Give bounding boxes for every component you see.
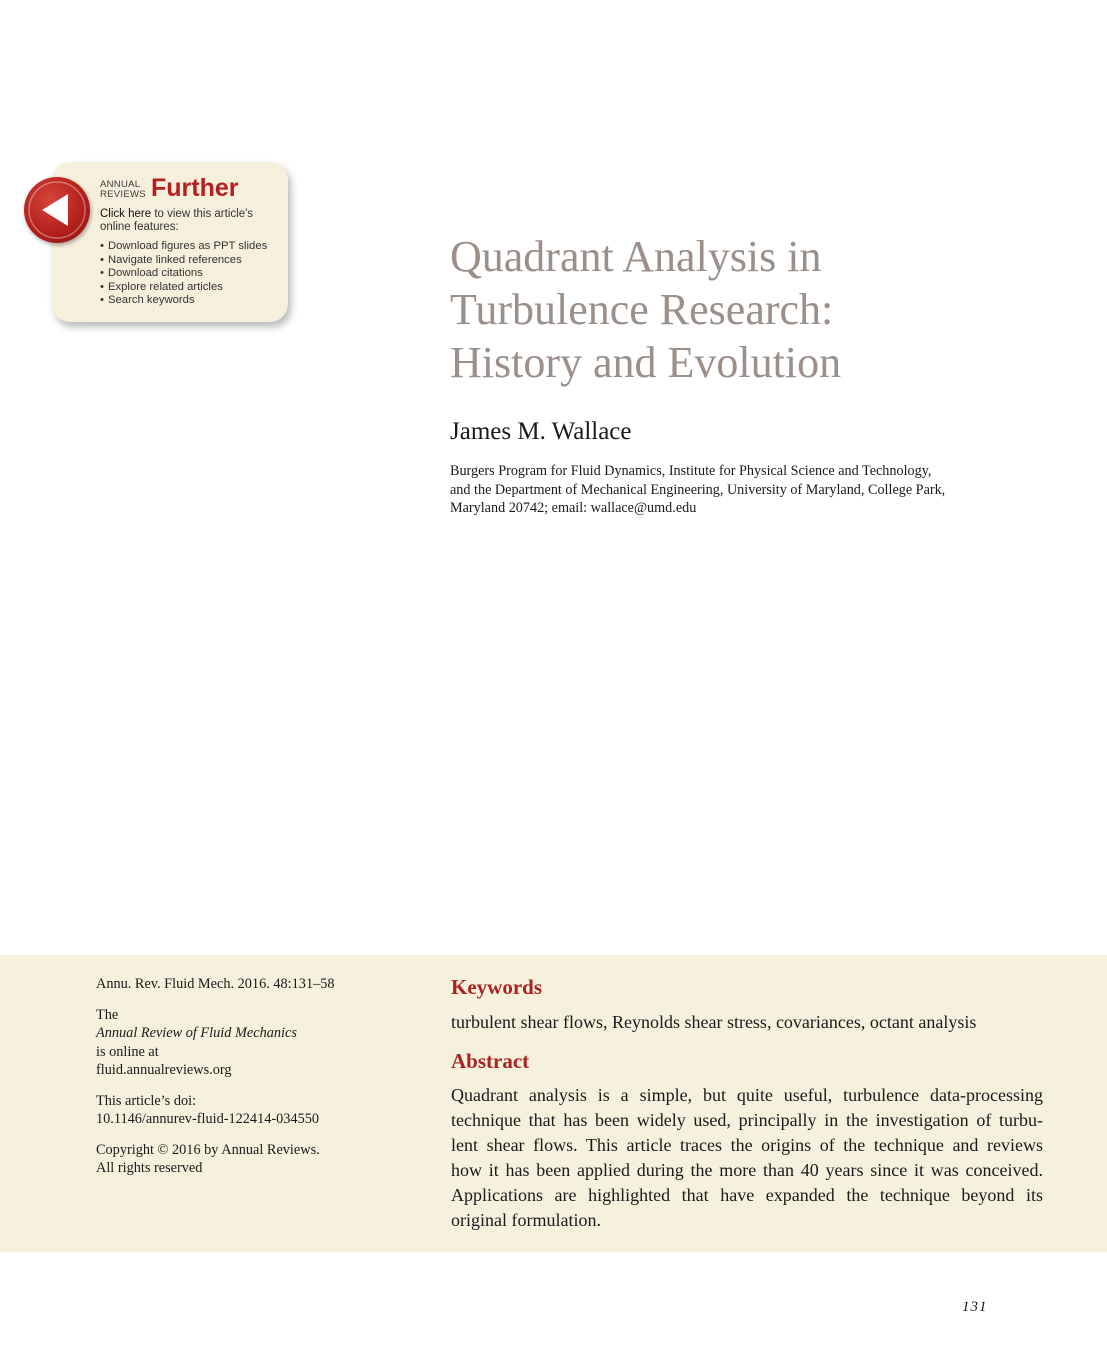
back-arrow-icon[interactable] (24, 177, 90, 243)
abstract-heading: Abstract (451, 1049, 530, 1073)
list-item: • Download figures as PPT slides (100, 240, 267, 254)
journal-url[interactable]: fluid.annualreviews.org (96, 1062, 232, 1078)
affiliation-line: Burgers Program for Fluid Dynamics, Institute for Physical Science and Technology, (450, 463, 932, 479)
affiliation-line: and the Department of Mechanical Engineering, University of Maryland, College Park, (450, 481, 946, 498)
abstract-line: technique that has been widely used, principally in the investigation of turbu- (451, 1110, 1043, 1130)
click-here-link[interactable]: Click here (100, 208, 152, 220)
list-item: • Explore related articles (100, 281, 267, 295)
features-list (100, 240, 267, 308)
click-here-rest-2: online features: (100, 221, 179, 233)
copyright-block: Copyright © 2016 by Annual Reviews. All rights reserved (96, 1141, 320, 1176)
article-metadata (96, 975, 416, 1190)
title-line: History and Evolution (450, 338, 842, 387)
article-title (450, 230, 1070, 389)
title-line: Turbulence Research: (450, 285, 834, 334)
online-availability: The Annual Review of Fluid Mechanics is online at fluid.annualreviews.org (96, 1006, 416, 1080)
abstract-line: how it has been applied during the more than 40 years since it was conceived. (451, 1160, 1043, 1180)
further-description (100, 208, 280, 234)
author-name: James M. Wallace (450, 418, 632, 445)
author-affiliation (450, 462, 1010, 518)
page-number: 131 (962, 1299, 988, 1315)
abstract-line: Applications are highlighted that have expanded the technique beyond its (451, 1185, 1043, 1205)
doi-link[interactable]: 10.1146/annurev-fluid-122414-034550 (96, 1111, 320, 1127)
doi-block: This article’s doi: 10.1146/annurev-fluid-122414-034550 (96, 1092, 416, 1129)
title-line: Quadrant Analysis in (450, 232, 822, 281)
keywords-heading: Keywords (451, 975, 542, 999)
brand-small-text: ANNUAL REVIEWS (100, 179, 146, 200)
abstract-text (451, 1083, 1043, 1233)
list-item: • Navigate linked references (100, 254, 267, 268)
keywords-text: turbulent shear flows, Reynolds shear stress, covariances, octant analysis (451, 1012, 977, 1032)
click-here-rest: to view this article's (151, 208, 254, 220)
citation: Annu. Rev. Fluid Mech. 2016. 48:131–58 (96, 976, 335, 992)
journal-name: Annual Review of Fluid Mechanics (96, 1025, 297, 1041)
list-item: • Download citations (100, 267, 267, 281)
list-item: • Search keywords (100, 294, 267, 308)
abstract-line: Quadrant analysis is a simple, but quite useful, turbulence data-processing (451, 1085, 1043, 1105)
affiliation-line: Maryland 20742; email: wallace@umd.edu (450, 500, 697, 516)
further-wordmark: Further (151, 174, 239, 202)
abstract-line: lent shear flows. This article traces the origins of the technique and reviews (451, 1135, 1043, 1155)
abstract-line: original formulation. (451, 1210, 601, 1230)
